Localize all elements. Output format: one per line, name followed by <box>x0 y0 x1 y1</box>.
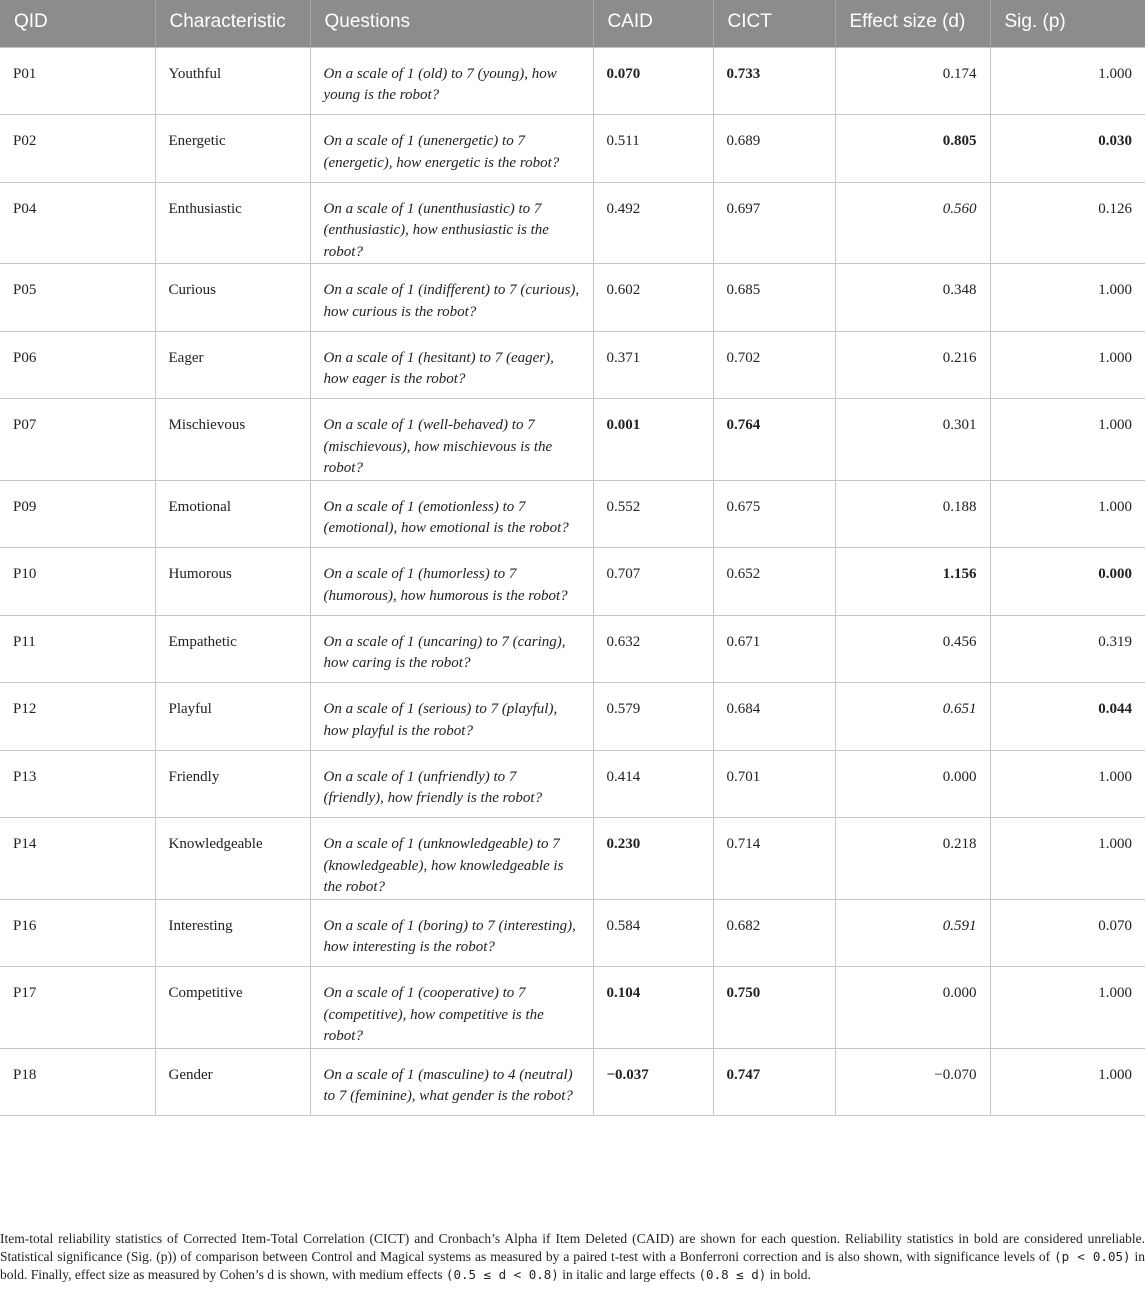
cell-question: On a scale of 1 (unenthusiastic) to 7 (enthusiastic), how enthusiastic is the robot? <box>310 182 593 264</box>
cell-significance: 1.000 <box>990 1048 1145 1116</box>
table-row <box>0 750 1145 818</box>
cell-caid: 0.552 <box>593 480 713 548</box>
cell-qid: P01 <box>0 47 155 115</box>
cell-qid: P02 <box>0 115 155 183</box>
table-row <box>0 47 1145 115</box>
cell-characteristic: Playful <box>155 683 310 751</box>
cell-caid: 0.632 <box>593 615 713 683</box>
cell-effect-size: −0.070 <box>835 1048 990 1116</box>
cell-significance: 1.000 <box>990 47 1145 115</box>
cell-significance: 1.000 <box>990 399 1145 481</box>
cell-characteristic: Humorous <box>155 548 310 616</box>
cell-effect-size: 0.348 <box>835 264 990 332</box>
cell-caid: 0.104 <box>593 967 713 1049</box>
cell-significance: 1.000 <box>990 264 1145 332</box>
cell-caid: 0.511 <box>593 115 713 183</box>
cell-question: On a scale of 1 (unknowledgeable) to 7 (knowledgeable), how knowledgeable is the robot? <box>310 818 593 900</box>
cell-qid: P14 <box>0 818 155 900</box>
cell-question: On a scale of 1 (unfriendly) to 7 (friendly), how friendly is the robot? <box>310 750 593 818</box>
cell-cict: 0.733 <box>713 47 835 115</box>
cell-qid: P16 <box>0 899 155 967</box>
cell-qid: P09 <box>0 480 155 548</box>
cell-effect-size: 0.651 <box>835 683 990 751</box>
cell-question: On a scale of 1 (masculine) to 4 (neutral) to 7 (feminine), what gender is the robot? <box>310 1048 593 1116</box>
cell-characteristic: Emotional <box>155 480 310 548</box>
cell-characteristic: Eager <box>155 331 310 399</box>
table-caption <box>0 1230 1145 1284</box>
header-significance: Sig. (p) <box>990 0 1145 47</box>
cell-significance: 0.000 <box>990 548 1145 616</box>
table-body <box>0 47 1145 1116</box>
cell-caid: 0.001 <box>593 399 713 481</box>
cell-cict: 0.675 <box>713 480 835 548</box>
cell-cict: 0.685 <box>713 264 835 332</box>
cell-cict: 0.701 <box>713 750 835 818</box>
cell-cict: 0.671 <box>713 615 835 683</box>
cell-qid: P07 <box>0 399 155 481</box>
table-row <box>0 182 1145 264</box>
caption-text-1: Item-total reliability statistics of Corrected Item-Total Correlation (CICT) and Cronbach’s Alpha if Item Deleted (CAID) are shown for each question. Reliability statistics in bold are considered unreliable. Statistical significance (Sig. (p)) of comparison between Control and Magical systems as measured by a paired t-test with a Bonferroni correction and is also shown, with significance levels of <box>0 1230 1145 1264</box>
cell-characteristic: Energetic <box>155 115 310 183</box>
cell-question: On a scale of 1 (hesitant) to 7 (eager), how eager is the robot? <box>310 331 593 399</box>
cell-cict: 0.697 <box>713 182 835 264</box>
cell-qid: P11 <box>0 615 155 683</box>
cell-cict: 0.750 <box>713 967 835 1049</box>
caption-text-2: in bold. Finally, effect size as measured by Cohen’s d is shown, with medium effects <box>0 1248 1145 1282</box>
cell-caid: 0.070 <box>593 47 713 115</box>
table-row <box>0 115 1145 183</box>
cell-caid: 0.602 <box>593 264 713 332</box>
header-questions: Questions <box>310 0 593 47</box>
header-characteristic: Characteristic <box>155 0 310 47</box>
cell-significance: 0.319 <box>990 615 1145 683</box>
cell-question: On a scale of 1 (unenergetic) to 7 (energetic), how energetic is the robot? <box>310 115 593 183</box>
table-row <box>0 399 1145 481</box>
cell-significance: 0.044 <box>990 683 1145 751</box>
cell-effect-size: 0.560 <box>835 182 990 264</box>
cell-characteristic: Knowledgeable <box>155 818 310 900</box>
cell-effect-size: 0.000 <box>835 750 990 818</box>
caption-math-large-effect: (0.8 ≤ d) <box>698 1266 767 1282</box>
cell-qid: P10 <box>0 548 155 616</box>
cell-question: On a scale of 1 (indifferent) to 7 (curious), how curious is the robot? <box>310 264 593 332</box>
cell-cict: 0.714 <box>713 818 835 900</box>
cell-qid: P12 <box>0 683 155 751</box>
cell-caid: 0.492 <box>593 182 713 264</box>
cell-characteristic: Empathetic <box>155 615 310 683</box>
cell-characteristic: Youthful <box>155 47 310 115</box>
header-cict: CICT <box>713 0 835 47</box>
cell-question: On a scale of 1 (boring) to 7 (interesting), how interesting is the robot? <box>310 899 593 967</box>
cell-characteristic: Mischievous <box>155 399 310 481</box>
table-row <box>0 615 1145 683</box>
cell-effect-size: 0.174 <box>835 47 990 115</box>
cell-cict: 0.684 <box>713 683 835 751</box>
cell-significance: 1.000 <box>990 331 1145 399</box>
cell-caid: 0.579 <box>593 683 713 751</box>
cell-effect-size: 0.216 <box>835 331 990 399</box>
cell-characteristic: Competitive <box>155 967 310 1049</box>
cell-cict: 0.652 <box>713 548 835 616</box>
caption-text-4: in bold. <box>766 1266 811 1282</box>
cell-effect-size: 0.456 <box>835 615 990 683</box>
header-effect-size: Effect size (d) <box>835 0 990 47</box>
cell-question: On a scale of 1 (humorless) to 7 (humorous), how humorous is the robot? <box>310 548 593 616</box>
cell-characteristic: Enthusiastic <box>155 182 310 264</box>
cell-effect-size: 0.000 <box>835 967 990 1049</box>
table-row <box>0 683 1145 751</box>
cell-question: On a scale of 1 (uncaring) to 7 (caring), how caring is the robot? <box>310 615 593 683</box>
cell-characteristic: Interesting <box>155 899 310 967</box>
cell-significance: 1.000 <box>990 967 1145 1049</box>
cell-question: On a scale of 1 (well-behaved) to 7 (mischievous), how mischievous is the robot? <box>310 399 593 481</box>
table-row <box>0 967 1145 1049</box>
cell-characteristic: Gender <box>155 1048 310 1116</box>
cell-question: On a scale of 1 (serious) to 7 (playful), how playful is the robot? <box>310 683 593 751</box>
cell-question: On a scale of 1 (cooperative) to 7 (competitive), how competitive is the robot? <box>310 967 593 1049</box>
cell-significance: 1.000 <box>990 818 1145 900</box>
cell-characteristic: Friendly <box>155 750 310 818</box>
cell-cict: 0.689 <box>713 115 835 183</box>
cell-cict: 0.764 <box>713 399 835 481</box>
cell-caid: 0.371 <box>593 331 713 399</box>
cell-qid: P17 <box>0 967 155 1049</box>
table-row <box>0 899 1145 967</box>
table-row <box>0 331 1145 399</box>
cell-question: On a scale of 1 (emotionless) to 7 (emotional), how emotional is the robot? <box>310 480 593 548</box>
cell-significance: 1.000 <box>990 480 1145 548</box>
table-row <box>0 480 1145 548</box>
table-header-row <box>0 0 1145 47</box>
cell-qid: P18 <box>0 1048 155 1116</box>
cell-caid: 0.584 <box>593 899 713 967</box>
table-row <box>0 548 1145 616</box>
cell-caid: 0.414 <box>593 750 713 818</box>
cell-caid: −0.037 <box>593 1048 713 1116</box>
header-caid: CAID <box>593 0 713 47</box>
cell-qid: P13 <box>0 750 155 818</box>
cell-significance: 1.000 <box>990 750 1145 818</box>
cell-qid: P05 <box>0 264 155 332</box>
table-row <box>0 264 1145 332</box>
caption-math-medium-effect: (0.5 ≤ d < 0.8) <box>445 1266 559 1282</box>
cell-caid: 0.707 <box>593 548 713 616</box>
cell-qid: P04 <box>0 182 155 264</box>
cell-cict: 0.702 <box>713 331 835 399</box>
table-row <box>0 818 1145 900</box>
cell-effect-size: 0.805 <box>835 115 990 183</box>
cell-question: On a scale of 1 (old) to 7 (young), how young is the robot? <box>310 47 593 115</box>
table-row <box>0 1048 1145 1116</box>
caption-math-significance: (p < 0.05) <box>1054 1248 1131 1264</box>
cell-effect-size: 1.156 <box>835 548 990 616</box>
cell-effect-size: 0.188 <box>835 480 990 548</box>
cell-significance: 0.126 <box>990 182 1145 264</box>
cell-caid: 0.230 <box>593 818 713 900</box>
cell-characteristic: Curious <box>155 264 310 332</box>
cell-significance: 0.030 <box>990 115 1145 183</box>
header-qid: QID <box>0 0 155 47</box>
cell-effect-size: 0.218 <box>835 818 990 900</box>
cell-qid: P06 <box>0 331 155 399</box>
cell-effect-size: 0.301 <box>835 399 990 481</box>
cell-significance: 0.070 <box>990 899 1145 967</box>
cell-cict: 0.747 <box>713 1048 835 1116</box>
cell-effect-size: 0.591 <box>835 899 990 967</box>
cell-cict: 0.682 <box>713 899 835 967</box>
caption-text-3: in italic and large effects <box>558 1266 699 1282</box>
